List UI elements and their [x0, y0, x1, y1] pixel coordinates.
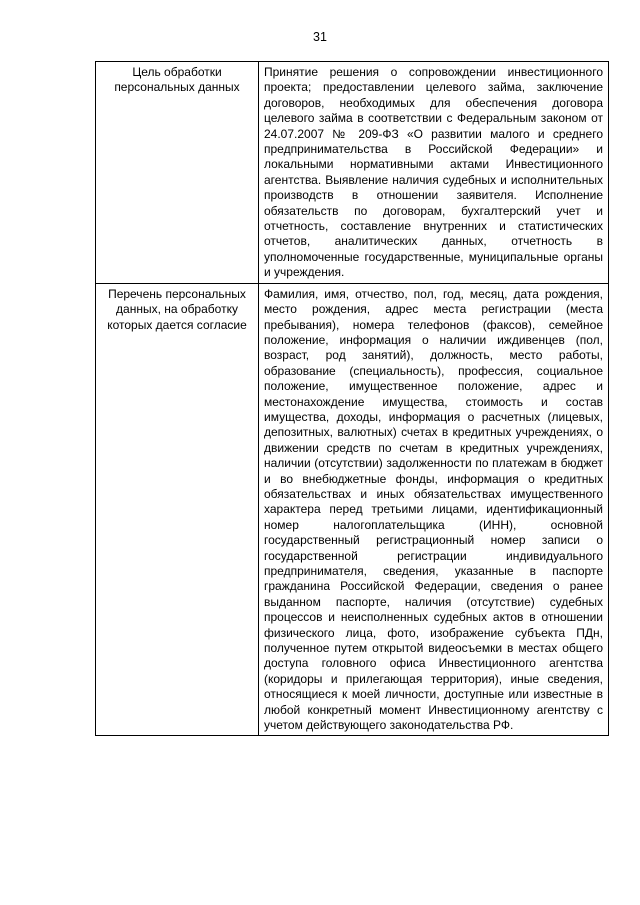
- table-row: [96, 283, 609, 736]
- consent-table: [95, 61, 609, 736]
- row-value-purpose: Принятие решения о сопровождении инвестиционного проекта; предоставлении целевого займа, заключение договоров, необходимых для обеспечения договора целевого займа в соответствии с Федеральным законом от 24.07.2007 № 209-ФЗ «О развитии малого и среднего предпринимательства в Российской Федерации» и локальными нормативными актами Инвестиционного агентства. Выявление наличия судебных и исполнительных производств в отношении заявителя. Исполнение обязательств по договорам, бухгалтерский учет и отчетность, составление внутренних и статистических отчетов, аналитических данных, отчетность в уполномоченные государственные, муниципальные органы и учреждения.: [259, 62, 609, 284]
- row-label-purpose: Цель обработки персональных данных: [96, 62, 259, 284]
- table-row: [96, 62, 609, 284]
- page-number: 31: [313, 30, 327, 44]
- row-label-personal-data-list: Перечень персональных данных, на обработку которых дается согласие: [96, 283, 259, 736]
- row-value-personal-data-list: Фамилия, имя, отчество, пол, год, месяц, дата рождения, место рождения, адрес места регистрации (места пребывания), номера телефонов (факсов), семейное положение, информация о наличии иждивенцев (пол, возраст, род занятий), должность, место работы, образование (специальность), профессия, социальное положение, имущественное положение, адрес и местонахождение имущества, стоимость и состав имущества, доходы, информация о расчетных (лицевых, депозитных, валютных) счетах в кредитных учреждениях, о движении средств по счетам в кредитных учреждениях, наличии (отсутствии) задолженности по платежам в бюджет и во внебюджетные фонды, информация о кредитных обязательствах и иных обязательствах имущественного характера перед третьими лицами, идентификационный номер налогоплательщика (ИНН), основной государственный регистрационный номер записи о государственной регистрации индивидуального предпринимателя, сведения, указанные в паспорте гражданина Российской Федерации, сведения о ранее выданном паспорте, наличия (отсутствие) судебных процессов и неисполненных судебных актов в отношении физического лица, фото, изображение субъекта ПДн, полученное путем открытой видеосъемки в местах общего доступа головного офиса Инвестиционного агентства (коридоры и прилегающая территория), иные сведения, относящиеся к моей личности, доступные или известные в любой конкретный момент Инвестиционному агентству с учетом действующего законодательства РФ.: [259, 283, 609, 736]
